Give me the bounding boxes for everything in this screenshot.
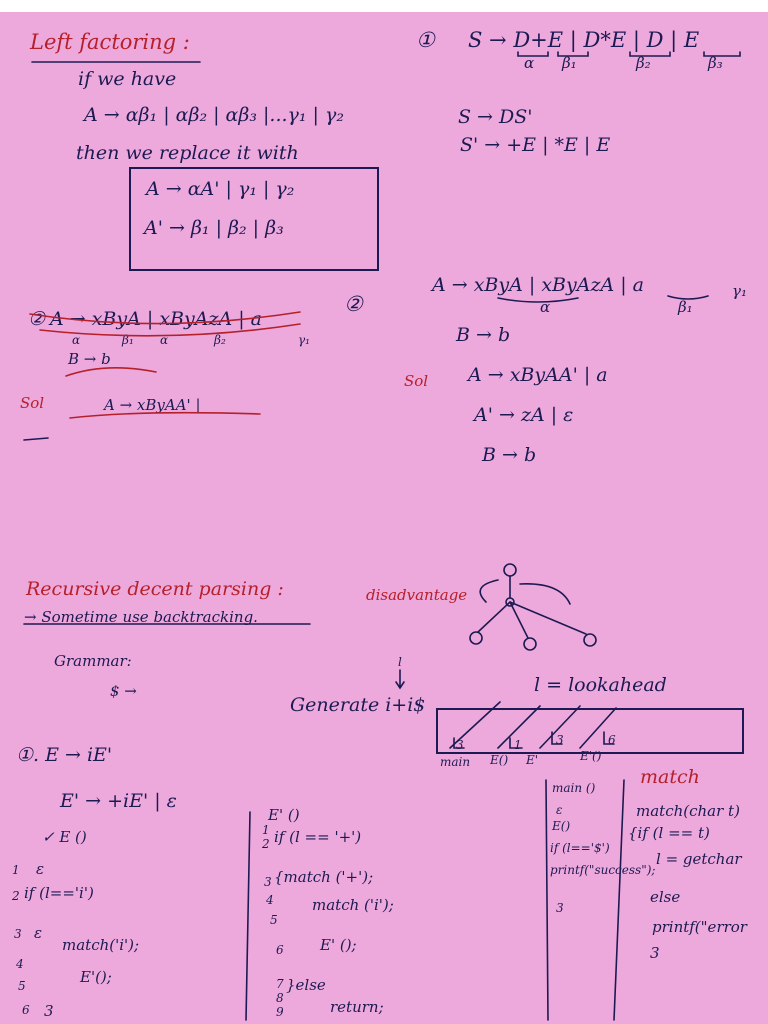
cell-num-4: 6	[608, 733, 616, 747]
ex2-bracket-alpha	[498, 298, 578, 302]
stack-label-E-prime: E'	[526, 753, 539, 767]
col2-num-6: 6	[276, 943, 284, 957]
col1-num-6: 6	[22, 1003, 30, 1017]
col2-line-2: if (l == '+')	[274, 828, 362, 846]
col-divider-3	[614, 780, 624, 1020]
tree-leaf-1	[470, 632, 482, 644]
col4-line-7: 3	[650, 944, 660, 962]
strike-line-3	[66, 368, 156, 376]
crossed-label-4: β₂	[214, 333, 226, 347]
left-factoring-heading: Left factoring :	[30, 30, 190, 54]
crossed-rule: A → xByA | xByAzA | a	[50, 308, 263, 330]
ex1-bracket-beta3	[704, 52, 740, 56]
col3-line-1: main ()	[552, 781, 596, 795]
example1-label-beta1: β₁	[562, 54, 577, 72]
lookahead-mark: l	[398, 655, 402, 669]
col2-line-7: return;	[330, 998, 384, 1016]
col2-num-9: 9	[276, 1005, 284, 1019]
example1-label-alpha: α	[524, 54, 535, 72]
col1-num-1: 1	[12, 863, 20, 877]
stack-label-E-prime-call: E'()	[580, 749, 602, 763]
col3-line-2: ε	[556, 803, 563, 817]
col4-heading: match	[640, 766, 700, 788]
generate-text: Generate i+i$	[290, 694, 426, 716]
example2-b-rule: B → b	[456, 324, 511, 346]
tree-root	[504, 564, 516, 576]
example1-sol-1: S → DS'	[458, 106, 533, 128]
example2-label-beta1: β₁	[678, 298, 693, 316]
ex1-bracket-beta1	[558, 52, 588, 56]
notebook-page	[0, 12, 768, 1024]
cell-num-3: 3	[556, 733, 564, 747]
grammar-label: Grammar:	[54, 652, 132, 670]
example1-number: ①	[416, 28, 435, 52]
tape-cells	[454, 732, 614, 748]
stack-label-main: main	[440, 755, 471, 769]
col1-line-3: if (l=='i')	[24, 884, 94, 902]
dollar-rule: $ →	[110, 682, 137, 700]
strike-line-4	[70, 413, 260, 418]
col1-line-5: match('i');	[62, 936, 140, 954]
backtrack-arrow-2	[520, 584, 570, 604]
crossed-label-2: β₁	[122, 333, 134, 347]
col2-num-1: 1	[262, 823, 270, 837]
tree-edges	[478, 602, 586, 638]
intro-text: if we have	[78, 68, 177, 90]
col2-line-3: {match ('+');	[274, 868, 374, 886]
example2-label-alpha: α	[540, 298, 551, 316]
col-divider-2	[546, 780, 548, 1020]
example2-sol-3: B → b	[482, 444, 537, 466]
example2-sol-2: A' → zA | ε	[474, 404, 574, 426]
col3-line-6: 3	[556, 901, 564, 915]
col2-line-5: E' ();	[320, 936, 357, 954]
col3-line-5: printf("success");	[550, 863, 656, 877]
col1-num-3: 3	[14, 927, 22, 941]
example2-sol-label: Sol	[404, 372, 429, 390]
replace-text: then we replace it with	[76, 142, 299, 164]
col2-num-5: 5	[270, 913, 278, 927]
crossed-sol: A → xByAA' |	[104, 396, 201, 414]
example2-rule: A → xByA | xByAzA | a	[432, 274, 645, 296]
tree-leaf-3	[584, 634, 596, 646]
crossed-sol-label: Sol	[20, 394, 45, 412]
lookahead-arrow	[396, 670, 404, 688]
ex1-bracket-alpha	[518, 52, 548, 56]
tape-strikes	[450, 702, 616, 748]
col1-line-2: ε	[36, 860, 45, 878]
col1-num-5: 5	[18, 979, 26, 993]
crossed-b-rule: B → b	[68, 350, 111, 368]
recursive-line1: → Sometime use backtracking.	[24, 608, 258, 626]
lookahead-text: l = lookahead	[534, 674, 667, 696]
col4-line-4: l = getchar	[656, 850, 742, 868]
tree-leaf-2	[524, 638, 536, 650]
ex1-bracket-beta2	[630, 52, 670, 56]
col2-num-8: 8	[276, 991, 284, 1005]
crossed-label-5: γ₁	[298, 333, 310, 347]
recursive-heading: Recursive decent parsing :	[26, 578, 284, 600]
col4-line-3: {if (l == t)	[628, 824, 710, 842]
example2-sol-1: A → xByAA' | a	[468, 364, 608, 386]
cell-num-2: 1	[514, 738, 522, 752]
example1-label-beta2: β₂	[636, 54, 651, 72]
pen-strokes	[0, 12, 768, 1024]
col1-num-2: 2	[12, 889, 20, 903]
col4-line-5: else	[650, 888, 681, 906]
grammar-rule-2: E' → +iE' | ε	[60, 790, 177, 812]
example2-number: ②	[344, 292, 363, 316]
crossed-label-3: α	[160, 333, 169, 347]
col1-line-4: ε	[34, 924, 43, 942]
general-rule: A → αβ₁ | αβ₂ | αβ₃ |...γ₁ | γ₂	[84, 104, 344, 126]
strike-line-1	[30, 312, 300, 324]
cell-num-1: 3	[456, 738, 464, 752]
col1-line-6: E'();	[80, 968, 112, 986]
col2-line-6: }else	[286, 976, 326, 994]
ex2-bracket-beta1	[668, 296, 708, 299]
col-divider-1	[246, 812, 250, 1020]
col2-num-3: 3	[264, 875, 272, 889]
col2-num-4: 4	[266, 893, 274, 907]
example1-sol-2: S' → +E | *E | E	[460, 134, 611, 156]
example2-label-gamma1: γ₁	[732, 282, 747, 300]
disadvantage-text: disadvantage	[366, 586, 468, 604]
col2-line-4: match ('i');	[312, 896, 394, 914]
example1-label-beta3: β₃	[708, 54, 723, 72]
example1-rule: S → D+E | D*E | D | E	[468, 28, 700, 52]
col2-num-7: 7	[276, 977, 284, 991]
col1-line-7: 3	[44, 1002, 54, 1020]
crossed-number: ②	[28, 308, 46, 330]
box-line-1: A → αA' | γ₁ | γ₂	[146, 178, 295, 200]
col1-line-1: ✓ E ()	[42, 828, 87, 846]
crossed-label-1: α	[72, 333, 81, 347]
strike-line-2	[40, 324, 300, 336]
col1-num-4: 4	[16, 957, 24, 971]
col3-line-3: E()	[552, 819, 571, 833]
col2-num-2: 2	[262, 837, 270, 851]
backtrack-arrow-1	[480, 580, 498, 602]
stack-label-E: E()	[490, 753, 509, 767]
box-line-2: A' → β₁ | β₂ | β₃	[144, 217, 284, 239]
col2-line-1: E' ()	[268, 806, 300, 824]
col4-line-2: match(char t)	[636, 802, 740, 820]
grammar-rule-1: ①. E → iE'	[16, 744, 113, 766]
sol-underline	[24, 438, 48, 440]
col4-line-6: printf("error	[652, 918, 747, 936]
col3-line-4: if (l=='$')	[550, 841, 610, 855]
